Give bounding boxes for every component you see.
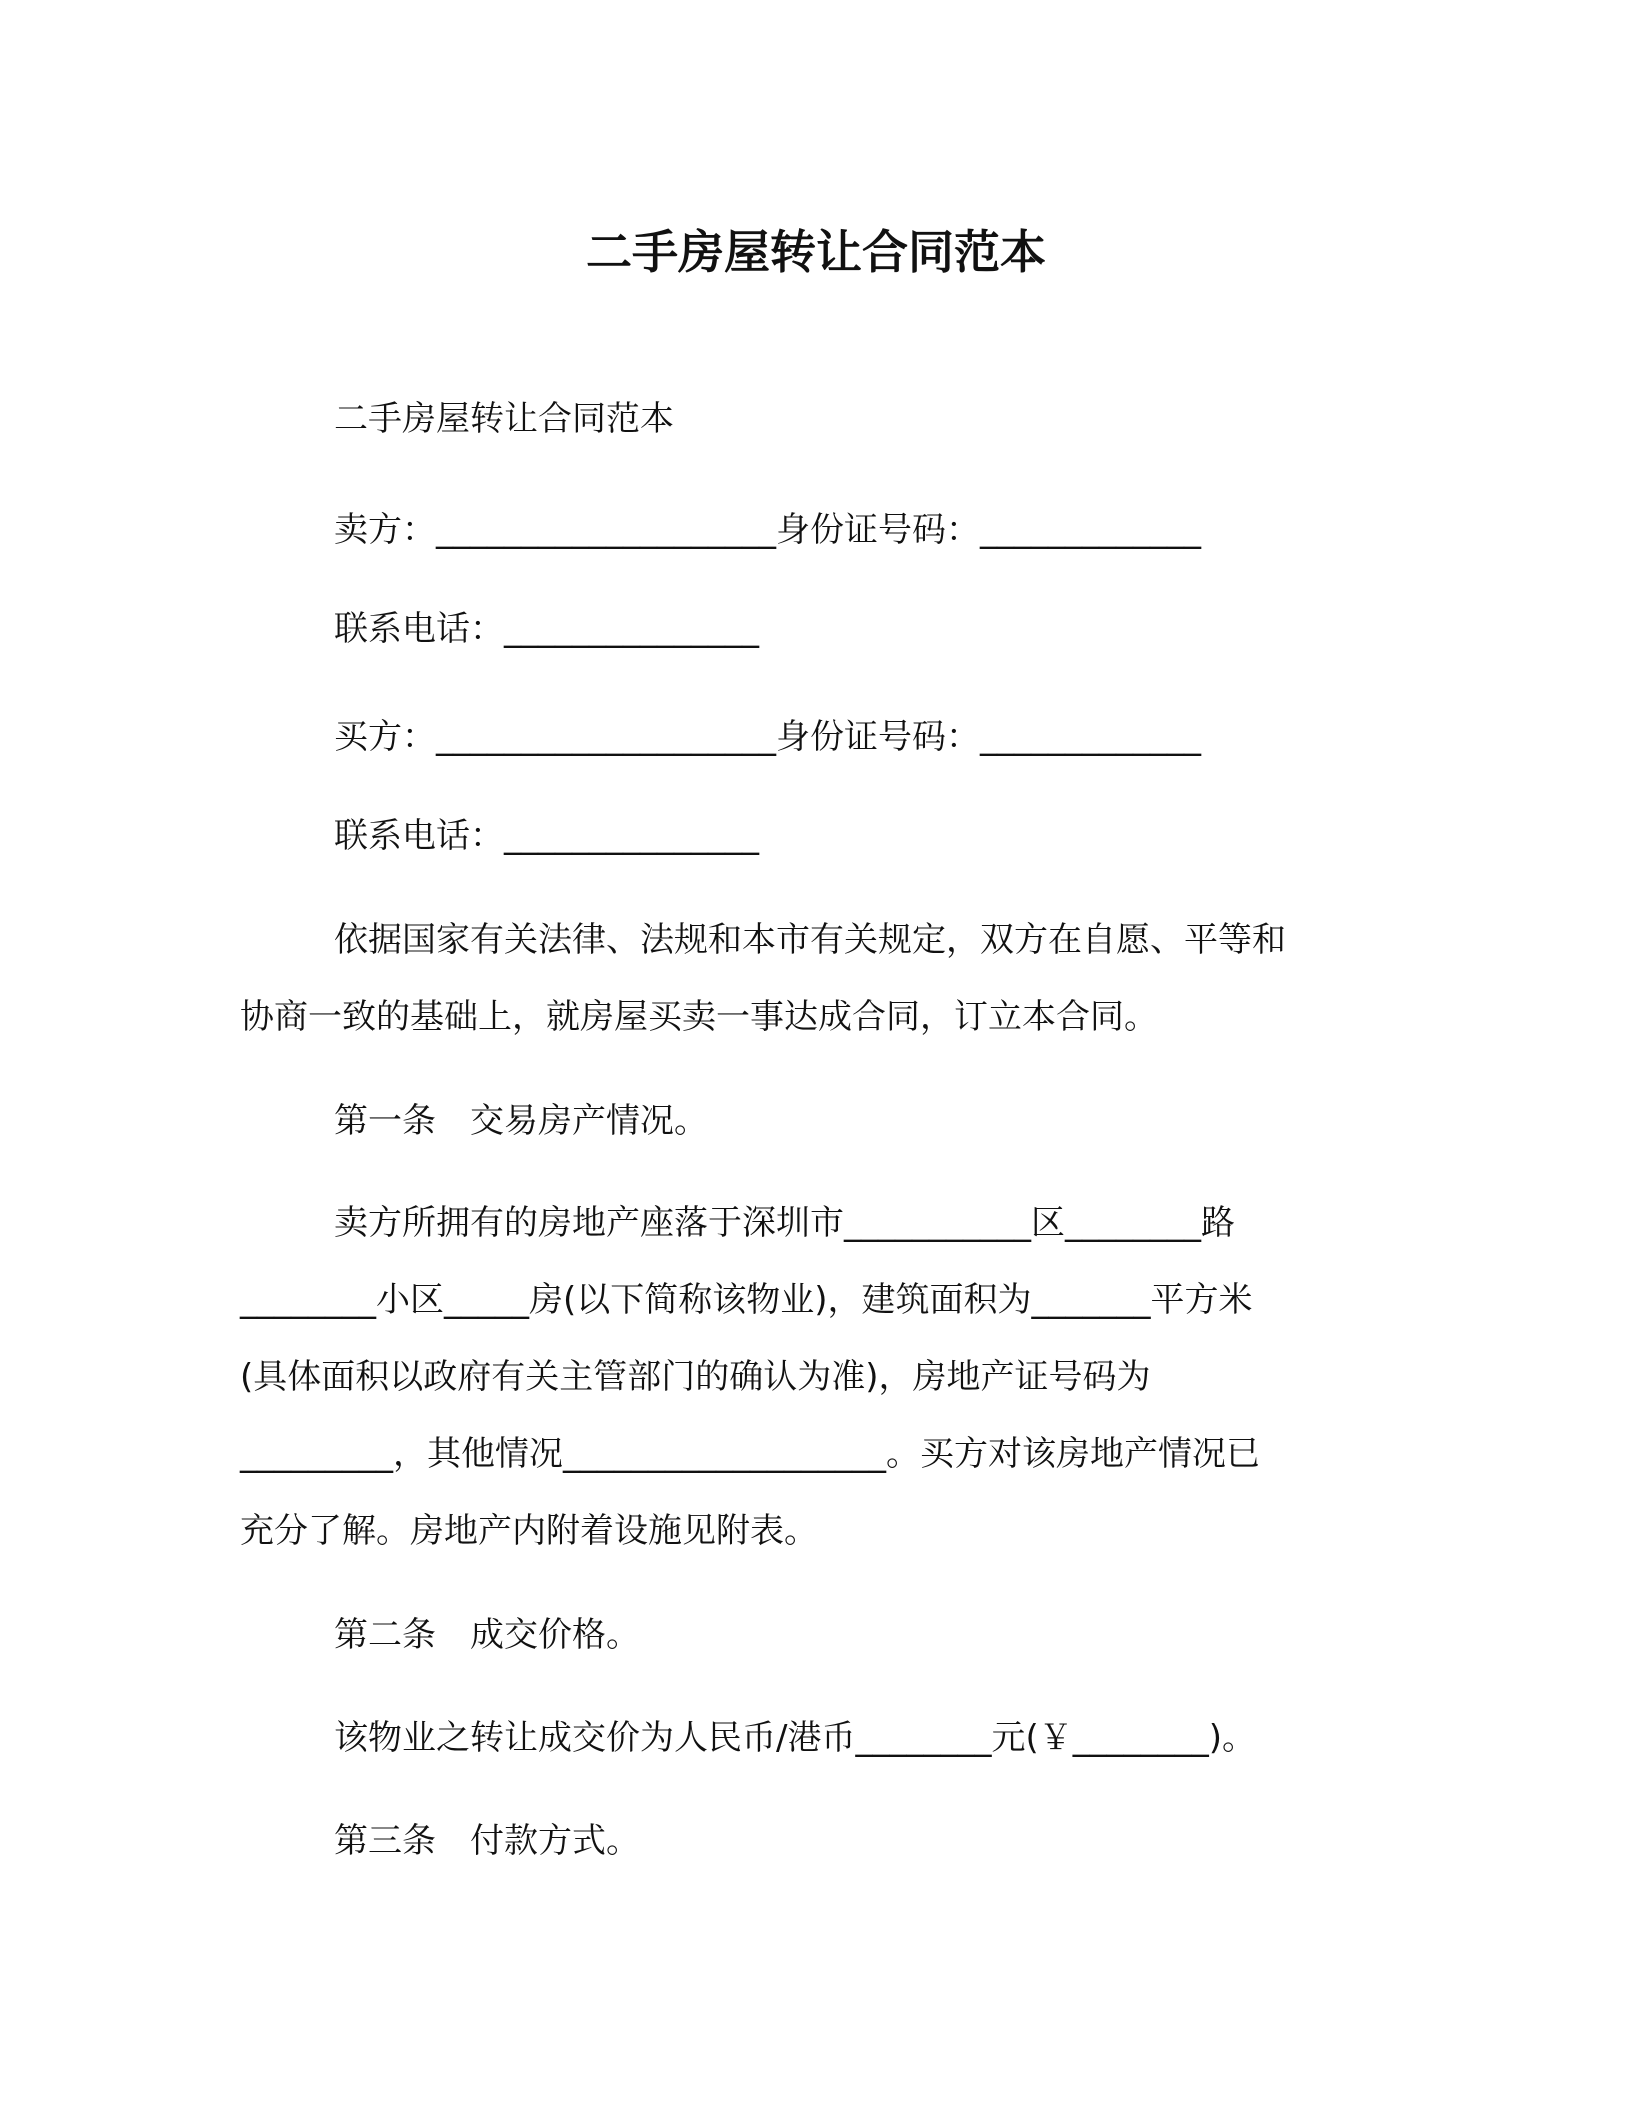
- seller-phone-line: 联系电话：_______________: [334, 609, 759, 649]
- article-1-heading: 第一条 交易房产情况。: [334, 1101, 708, 1141]
- article-1-line-4: _________，其他情况___________________。买方对该房地产情况已: [240, 1434, 1260, 1474]
- article-1-line-2: ________小区_____房(以下简称该物业)，建筑面积为_______平方米: [240, 1280, 1253, 1320]
- buyer-line: 买方：____________________身份证号码：_____________: [334, 717, 1201, 757]
- document-title: 二手房屋转让合同范本: [586, 225, 1046, 279]
- preamble-line-1: 依据国家有关法律、法规和本市有关规定，双方在自愿、平等和: [334, 920, 1286, 960]
- article-1-line-1: 卖方所拥有的房地产座落于深圳市___________区________路: [334, 1203, 1235, 1243]
- document-subtitle: 二手房屋转让合同范本: [334, 399, 674, 439]
- article-2-line-1: 该物业之转让成交价为人民币/港币________元(￥________)。: [334, 1718, 1256, 1758]
- buyer-phone-line: 联系电话：_______________: [334, 816, 759, 856]
- article-3-heading: 第三条 付款方式。: [334, 1821, 640, 1861]
- preamble-line-2: 协商一致的基础上，就房屋买卖一事达成合同，订立本合同。: [240, 997, 1158, 1037]
- article-1-line-3: (具体面积以政府有关主管部门的确认为准)，房地产证号码为: [240, 1357, 1151, 1397]
- article-1-line-5: 充分了解。房地产内附着设施见附表。: [240, 1511, 818, 1551]
- article-2-heading: 第二条 成交价格。: [334, 1615, 640, 1655]
- seller-line: 卖方：____________________身份证号码：_____________: [334, 510, 1201, 550]
